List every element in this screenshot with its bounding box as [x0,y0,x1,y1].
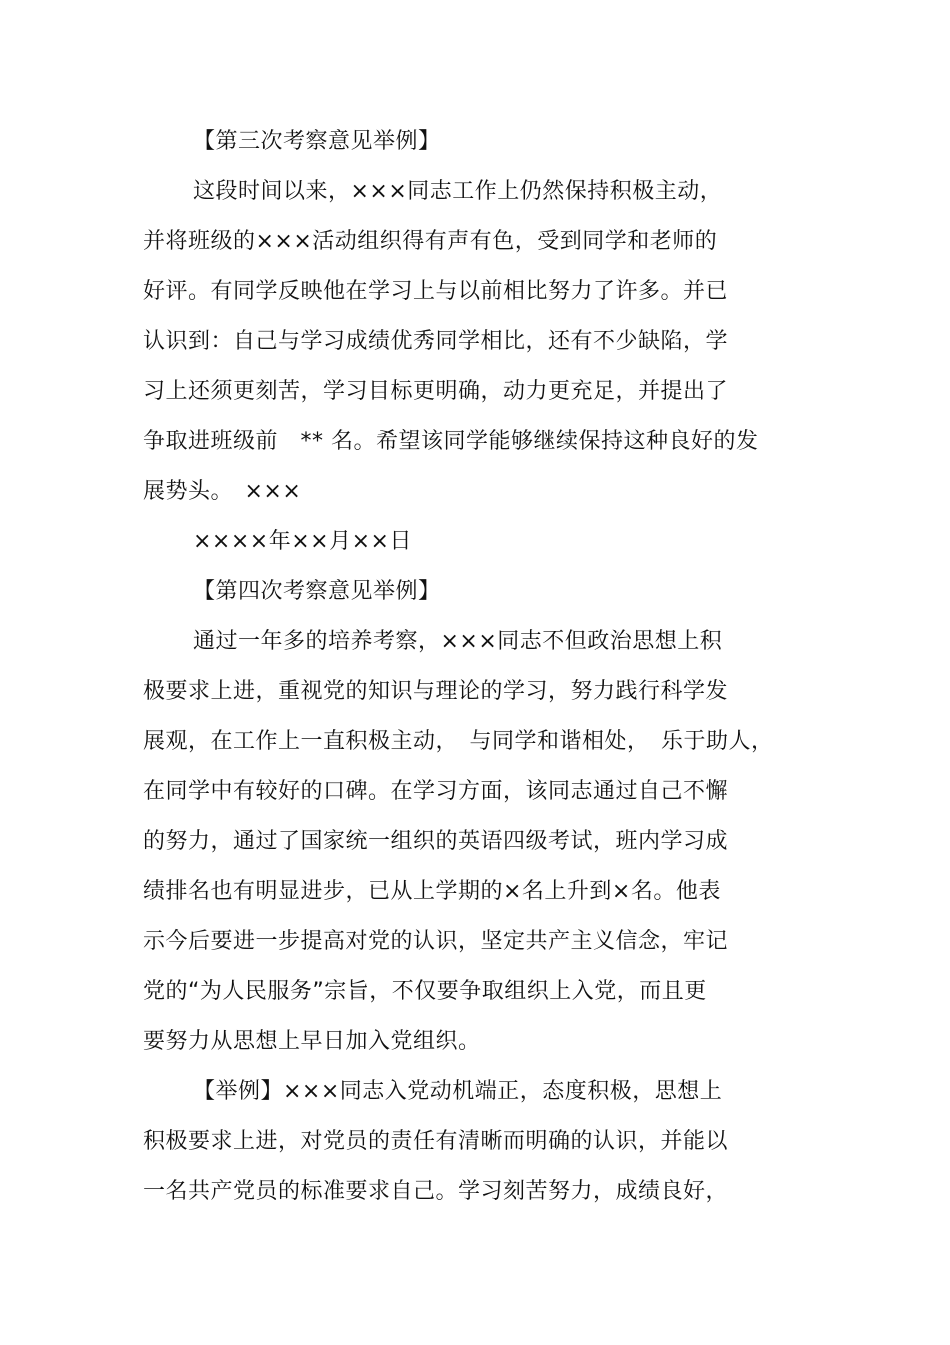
paragraph-line: 党的“为人民服务”宗旨，不仅要争取组织上入党，而且更 [143,979,707,1004]
paragraph-line: 示今后要进一步提高对党的认识，坚定共产主义信念，牢记 [143,929,729,954]
paragraph-line: 通过一年多的培养考察，×××同志不但政治思想上积 [193,629,723,654]
paragraph-line: 一名共产党员的标准要求自己。学习刻苦努力，成绩良好， [143,1179,729,1204]
section-heading-fourth-review: 【第四次考察意见举例】 [193,579,441,604]
paragraph-line: 在同学中有较好的口碑。在学习方面，该同志通过自己不懈 [143,779,729,804]
paragraph-line: 争取进班级前 ** 名。希望该同学能够继续保持这种良好的发 [143,429,759,454]
paragraph-line: 并将班级的×××活动组织得有声有色，受到同学和老师的 [143,229,718,254]
paragraph-line: 好评。有同学反映他在学习上与以前相比努力了许多。并已 [143,279,729,304]
paragraph-line-signature: 展势头。 ××× [143,479,302,504]
paragraph-line: 展观，在工作上一直积极主动， 与同学和谐相处， 乐于助人， [143,729,774,754]
paragraph-line-example: 【举例】×××同志入党动机端正，态度积极，思想上 [193,1079,723,1104]
paragraph-line: 的努力，通过了国家统一组织的英语四级考试，班内学习成 [143,829,729,854]
date-line: ××××年××月××日 [193,529,412,554]
paragraph-line: 认识到：自己与学习成绩优秀同学相比，还有不少缺陷，学 [143,329,729,354]
paragraph-line: 要努力从思想上早日加入党组织。 [143,1029,481,1054]
paragraph-line: 这段时间以来，×××同志工作上仍然保持积极主动， [193,179,723,204]
section-heading-third-review: 【第三次考察意见举例】 [193,129,441,154]
paragraph-line: 习上还须更刻苦，学习目标更明确，动力更充足，并提出了 [143,379,729,404]
paragraph-line: 绩排名也有明显进步，已从上学期的×名上升到×名。他表 [143,879,721,904]
paragraph-line: 积极要求上进，对党员的责任有清晰而明确的认识，并能以 [143,1129,729,1154]
paragraph-line: 极要求上进，重视党的知识与理论的学习，努力践行科学发 [143,679,729,704]
